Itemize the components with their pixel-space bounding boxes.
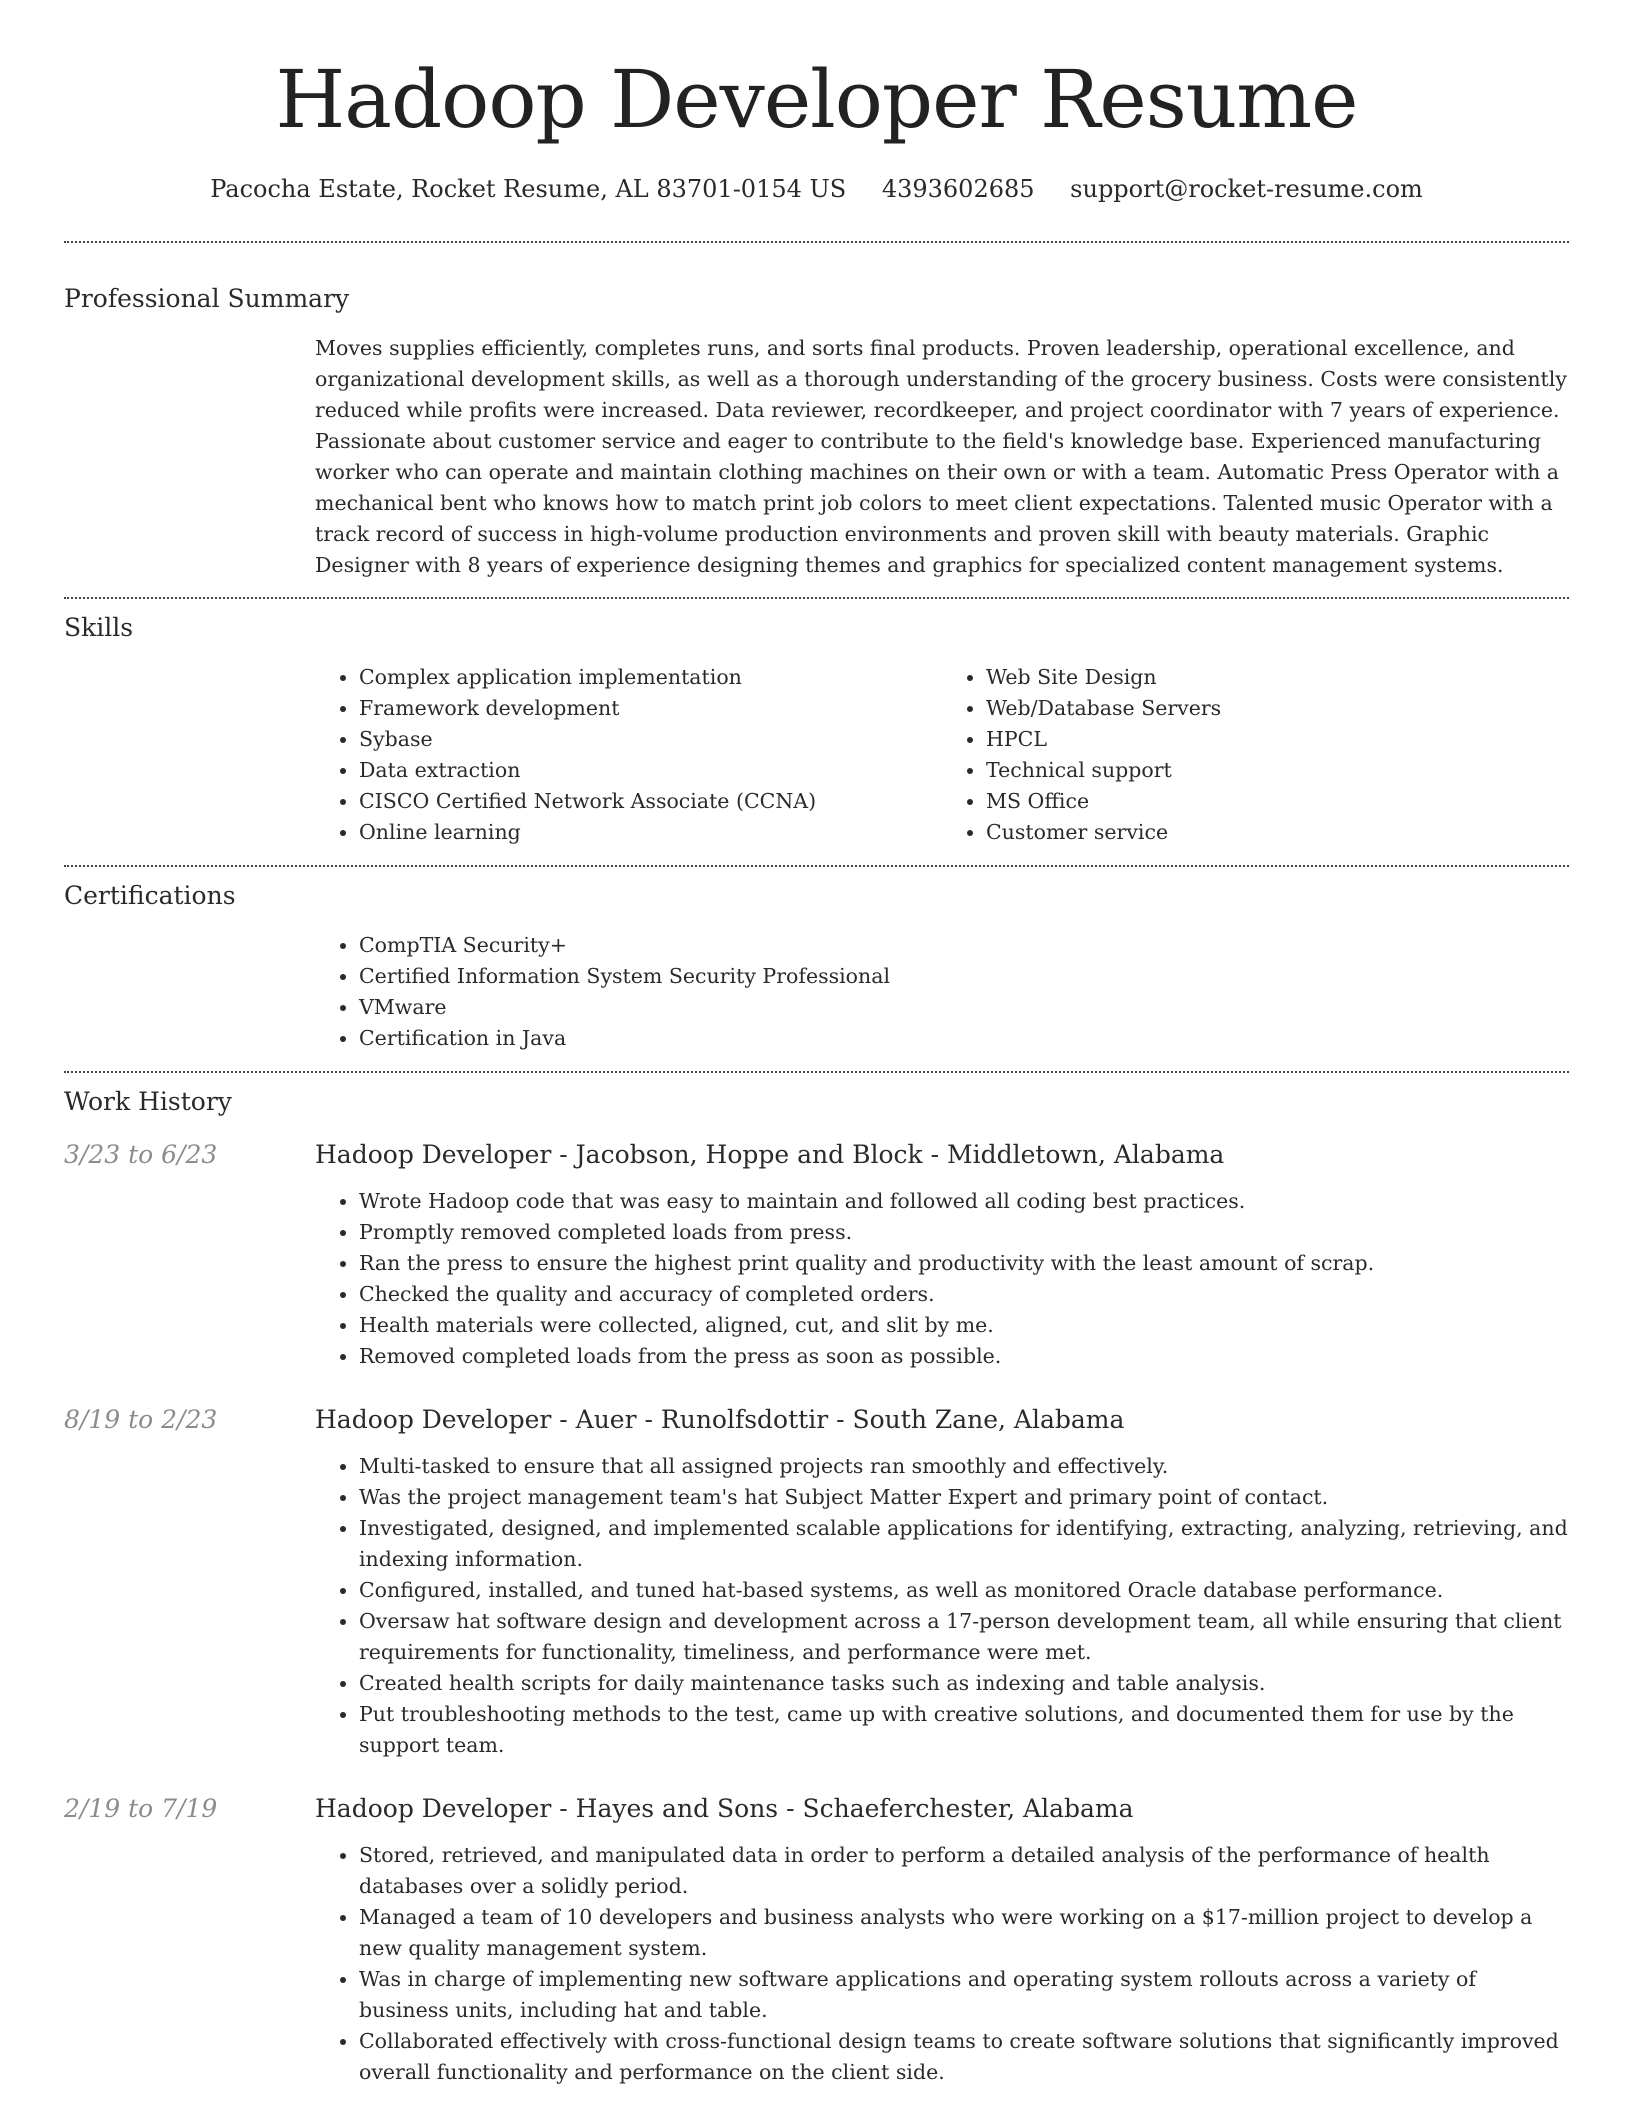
skill-item: • HPCL <box>986 724 1569 755</box>
certification-item: • Certified Information System Security Professional <box>359 961 1569 992</box>
skill-item: • Technical support <box>986 755 1569 786</box>
skill-item: • Customer service <box>986 817 1569 848</box>
job-date: 8/19 to 2/23 <box>64 1405 218 1434</box>
skills-column-left <box>315 662 942 848</box>
skills-column-right <box>942 662 1569 848</box>
job-bullet: • Investigated, designed, and implemented scalable applications for identifying, extracting, analyzing, retrieving, and indexing information. <box>359 1513 1569 1575</box>
certifications-heading: Certifications <box>64 881 236 910</box>
certification-item: • Certification in Java <box>359 1023 1569 1054</box>
job-entry <box>64 1402 1569 1761</box>
skill-item: • CISCO Certified Network Associate (CCNA) <box>359 786 942 817</box>
contact-phone: 4393602685 <box>881 175 1035 203</box>
job-bullet: • Collaborated effectively with cross-functional design teams to create software solutions that significantly improved overall functionality and performance on the client side. <box>359 2026 1569 2088</box>
job-bullet: • Managed a team of 10 developers and business analysts who were working on a $17-million project to develop a new quality management system. <box>359 1902 1569 1964</box>
skills-heading: Skills <box>64 613 134 642</box>
job-bullet: • Created health scripts for daily maintenance tasks such as indexing and table analysis. <box>359 1668 1569 1699</box>
job-bullet: • Ran the press to ensure the highest print quality and productivity with the least amount of scrap. <box>359 1248 1569 1279</box>
job-bullet: • Checked the quality and accuracy of completed orders. <box>359 1279 1569 1310</box>
skill-item: • Online learning <box>359 817 942 848</box>
certification-item: • CompTIA Security+ <box>359 930 1569 961</box>
job-bullets <box>315 1451 1569 1761</box>
certification-item: • VMware <box>359 992 1569 1023</box>
summary-heading: Professional Summary <box>64 284 350 313</box>
skills-list <box>315 662 1569 848</box>
job-bullets <box>315 1186 1569 1372</box>
divider <box>64 1071 1569 1073</box>
job-entry <box>64 1137 1569 1372</box>
job-bullet: • Was in charge of implementing new software applications and operating system rollouts across a variety of business units, including hat and table. <box>359 1964 1569 2026</box>
certifications-list <box>315 930 1569 1054</box>
job-date: 3/23 to 6/23 <box>64 1140 218 1169</box>
resume-title: Hadoop Developer Resume <box>275 53 1358 146</box>
job-title: Hadoop Developer - Hayes and Sons - Schaeferchester, Alabama <box>315 1794 1134 1823</box>
job-bullet: • Removed completed loads from the press as soon as possible. <box>359 1341 1569 1372</box>
contact-email: support@rocket-resume.com <box>1070 175 1423 203</box>
skill-item: • Web/Database Servers <box>986 693 1569 724</box>
resume-page <box>64 0 1569 2088</box>
divider <box>64 865 1569 867</box>
job-bullet: • Multi-tasked to ensure that all assigned projects ran smoothly and effectively. <box>359 1451 1569 1482</box>
skill-item: • Web Site Design <box>986 662 1569 693</box>
job-bullet: • Health materials were collected, aligned, cut, and slit by me. <box>359 1310 1569 1341</box>
job-bullet: • Wrote Hadoop code that was easy to maintain and followed all coding best practices. <box>359 1186 1569 1217</box>
divider <box>64 597 1569 599</box>
job-title: Hadoop Developer - Auer - Runolfsdottir - South Zane, Alabama <box>315 1405 1125 1434</box>
work-history-heading: Work History <box>64 1087 232 1116</box>
job-bullet: • Was the project management team's hat Subject Matter Expert and primary point of contact. <box>359 1482 1569 1513</box>
job-bullet: • Oversaw hat software design and development across a 17-person development team, all while ensuring that client requirements for functionality, timeliness, and performance were met. <box>359 1606 1569 1668</box>
job-date: 2/19 to 7/19 <box>64 1794 218 1823</box>
job-bullet: • Stored, retrieved, and manipulated data in order to perform a detailed analysis of the performance of health databases over a solidly period. <box>359 1840 1569 1902</box>
skill-item: • Data extraction <box>359 755 942 786</box>
summary-text: Moves supplies efficiently, completes runs, and sorts final products. Proven leadership, operational excellence, and organizational development skills, as well as a thorough understanding of the grocery business. Costs were consistently reduced while profits were increased. Data reviewer, recordkeeper, and project coordinator with 7 years of experience. Passionate about customer service and eager to contribute to the field's knowledge base. Experienced manufacturing worker who can operate and maintain clothing machines on their own or with a team. Automatic Press Operator with a mechanical bent who knows how to match print job colors to meet client expectations. Talented music Operator with a track record of success in high-volume production environments and proven skill with beauty materials. Graphic Designer with 8 years of experience designing themes and graphics for specialized content management systems. <box>315 336 1567 577</box>
job-bullets <box>315 1840 1569 2088</box>
skill-item: • Framework development <box>359 693 942 724</box>
job-bullet: • Configured, installed, and tuned hat-based systems, as well as monitored Oracle database performance. <box>359 1575 1569 1606</box>
job-bullet: • Promptly removed completed loads from press. <box>359 1217 1569 1248</box>
skill-item: • Complex application implementation <box>359 662 942 693</box>
job-title: Hadoop Developer - Jacobson, Hoppe and Block - Middletown, Alabama <box>315 1140 1225 1169</box>
skill-item: • MS Office <box>986 786 1569 817</box>
divider <box>64 241 1569 243</box>
contact-line <box>64 172 1569 206</box>
contact-address: Pacocha Estate, Rocket Resume, AL 83701-0154 US <box>210 175 847 203</box>
skill-item: • Sybase <box>359 724 942 755</box>
job-entry <box>64 1791 1569 2088</box>
job-bullet: • Put troubleshooting methods to the test, came up with creative solutions, and documented them for use by the support team. <box>359 1699 1569 1761</box>
